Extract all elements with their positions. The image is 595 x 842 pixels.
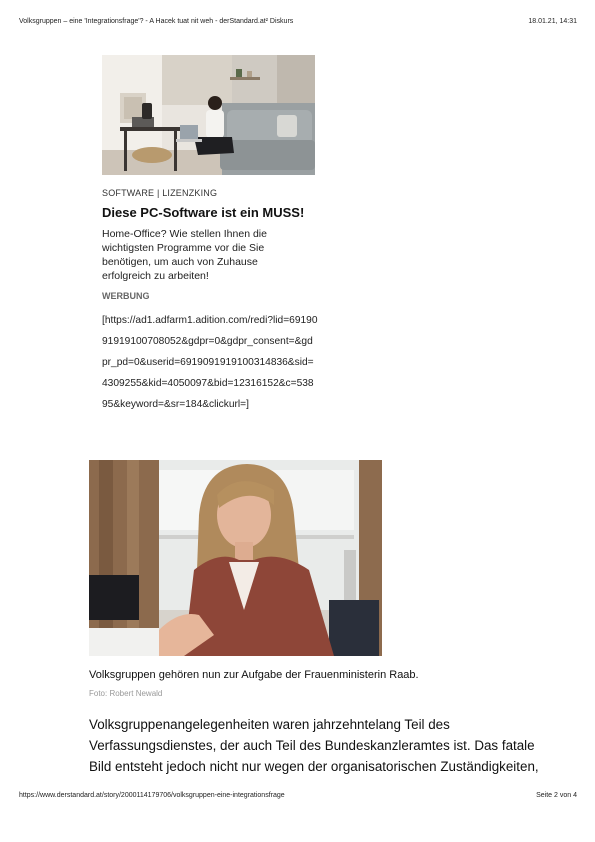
print-footer-page: Seite 2 von 4	[536, 792, 577, 799]
ad-label: WERBUNG	[102, 291, 150, 301]
photo-credit: Foto: Robert Newald	[89, 689, 163, 698]
article-photo	[89, 460, 382, 656]
print-header-title: Volksgruppen – eine 'Integrationsfrage'? - A Hacek tuat nit weh - derStandard.at² Diskurs	[19, 18, 294, 25]
ad-image[interactable]	[102, 55, 315, 175]
ad-description: Home-Office? Wie stellen Ihnen die wichtigsten Programme vor die Sie benötigen, um auch von Zuhause erfolgreich zu arbeiten!	[102, 228, 267, 282]
print-header-datetime: 18.01.21, 14:31	[528, 18, 577, 25]
ad-category: SOFTWARE | LIZENZKING	[102, 188, 218, 198]
photo-caption: Volksgruppen gehören nun zur Aufgabe der Frauenministerin Raab.	[89, 669, 419, 681]
article-paragraph: Volksgruppenangelegenheiten waren jahrzehntelang Teil des Verfassungsdienstes, der auch Teil des Bundeskanzleramtes ist. Das fatale Bild entsteht jedoch nicht nur wegen der organisatorischen Zuständigkeiten,	[89, 717, 539, 774]
ad-url-link[interactable]: [https://ad1.adfarm1.adition.com/redi?lid=6919091919100708052&gdpr=0&gdpr_consent=&gdpr_pd=0&userid=6919091919100314836&sid=4309255&kid=4050097&bid=12316152&c=53895&keyword=&sr=184&clickurl=]	[102, 315, 318, 410]
ad-title-link[interactable]: Diese PC-Software ist ein MUSS!	[102, 205, 305, 220]
print-footer-url: https://www.derstandard.at/story/2000114179706/volksgruppen-eine-integrationsfrage	[19, 792, 285, 799]
